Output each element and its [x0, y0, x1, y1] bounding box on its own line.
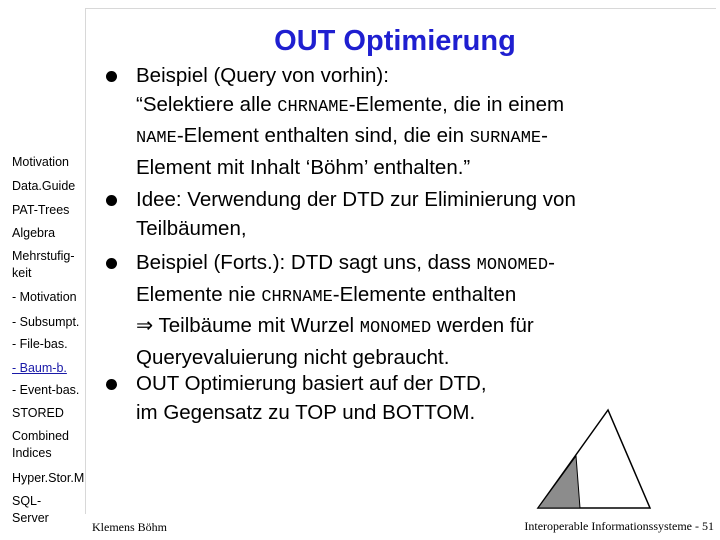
- nav-item-subsumpt[interactable]: - Subsumpt.: [12, 315, 80, 329]
- bullet-dot: [106, 71, 117, 82]
- implies-arrow: ⇒: [136, 314, 154, 337]
- nav-item-mehrstufigkeit[interactable]: Mehrstufig-keit: [12, 249, 75, 280]
- bullet-text: Beispiel (Query von vorhin): “Selektiere alle CHRNAME-Elemente, die in einem NAME-Element enthalten sind, die ein SURNAME- Element mit Inhalt ‘Böhm’ enthalten.”: [136, 64, 565, 179]
- nav-item-algebra[interactable]: Algebra: [12, 226, 56, 240]
- footer-course: Interoperable Informationssysteme - 51: [524, 519, 714, 533]
- pruned-subtree-shape: [538, 456, 580, 508]
- bullet-dot: [106, 258, 117, 269]
- bullet-dot: [106, 379, 117, 390]
- nav-item-stored[interactable]: STORED: [12, 406, 64, 420]
- bullet-text: OUT Optimierung basiert auf der DTD, im Gegensatz zu TOP und BOTTOM.: [136, 372, 487, 424]
- nav-item-event-bas[interactable]: - Event-bas.: [12, 383, 80, 397]
- subtree-triangle-diagram: [530, 408, 690, 518]
- nav-item-combined-indices[interactable]: Combined Indices: [12, 429, 69, 460]
- nav-item-motivation[interactable]: Motivation: [12, 155, 69, 169]
- bullet-text: Beispiel (Forts.): DTD sagt uns, dass MONOMED- Elemente nie CHRNAME-Elemente enthalten ⇒ Teilbäume mit Wurzel MONOMED werden für Queryevaluierung nicht gebraucht.: [136, 251, 555, 369]
- bullet-text: Idee: Verwendung der DTD zur Eliminierung von Teilbäumen,: [136, 188, 576, 240]
- nav-item-dataguide[interactable]: Data.Guide: [12, 179, 76, 193]
- nav-item-sql-server[interactable]: SQL-Server: [12, 494, 49, 525]
- nav-item-hyperstorm[interactable]: Hyper.Stor.M: [12, 471, 85, 485]
- nav-item-sub-motivation[interactable]: - Motivation: [12, 290, 77, 304]
- bullet-dot: [106, 195, 117, 206]
- nav-item-pat-trees[interactable]: PAT-Trees: [12, 203, 70, 217]
- footer-author: Klemens Böhm: [92, 520, 167, 534]
- nav-item-baum-b[interactable]: - Baum-b.: [12, 361, 67, 375]
- slide-title: OUT Optimierung: [274, 25, 516, 57]
- nav-item-file-bas[interactable]: - File-bas.: [12, 337, 68, 351]
